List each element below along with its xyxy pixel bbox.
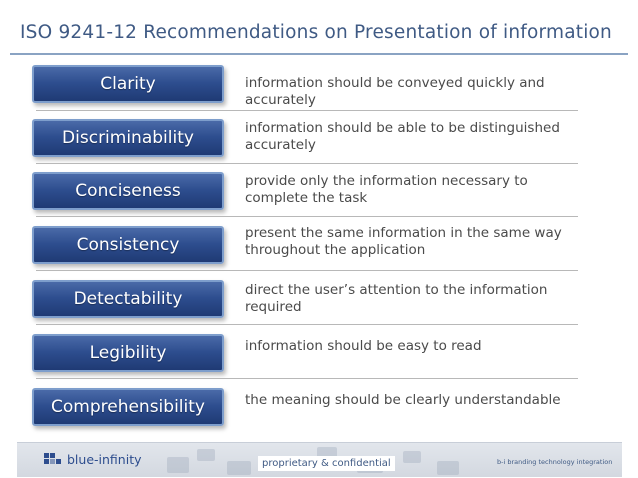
- principle-badge-detectability: [32, 280, 224, 318]
- principle-badge-legibility: [32, 334, 224, 372]
- principle-label: Consistency: [76, 235, 180, 255]
- principle-badge-discriminability: [32, 119, 224, 157]
- logo-squares-icon: [44, 453, 60, 467]
- principle-label: Comprehensibility: [51, 397, 205, 417]
- row-divider: [36, 378, 578, 379]
- principle-badge-conciseness: [32, 172, 224, 210]
- principle-label: Legibility: [89, 343, 167, 363]
- principle-label: Conciseness: [75, 181, 181, 201]
- principle-label: Discriminability: [62, 128, 194, 148]
- principle-description: the meaning should be clearly understandable: [245, 392, 561, 408]
- title-divider: [10, 53, 628, 55]
- confidential-label: proprietary & confidential: [258, 456, 395, 471]
- slide-title: ISO 9241-12 Recommendations on Presentation of information: [20, 22, 612, 43]
- company-logo: [44, 452, 142, 467]
- principle-label: Detectability: [73, 289, 183, 309]
- principle-badge-clarity: [32, 65, 224, 103]
- principle-description: information should be able to be distinguished accurately: [245, 120, 560, 153]
- row-divider: [36, 270, 578, 271]
- row-divider: [36, 216, 578, 217]
- principle-badge-consistency: [32, 226, 224, 264]
- footer-bar: [17, 442, 622, 477]
- principle-badge-comprehensibility: [32, 388, 224, 426]
- row-divider: [36, 324, 578, 325]
- footer-tagline: b-i branding technology integration: [497, 458, 613, 466]
- principle-description: information should be conveyed quickly and accurately: [245, 75, 545, 108]
- principle-description: provide only the information necessary to complete the task: [245, 173, 528, 206]
- row-divider: [36, 163, 578, 164]
- principle-description: direct the user’s attention to the information required: [245, 282, 548, 315]
- logo-text: blue-infinity: [67, 452, 142, 467]
- principle-label: Clarity: [100, 74, 156, 94]
- principle-description: present the same information in the same way throughout the application: [245, 225, 562, 258]
- row-divider: [36, 110, 578, 111]
- principle-description: information should be easy to read: [245, 338, 482, 354]
